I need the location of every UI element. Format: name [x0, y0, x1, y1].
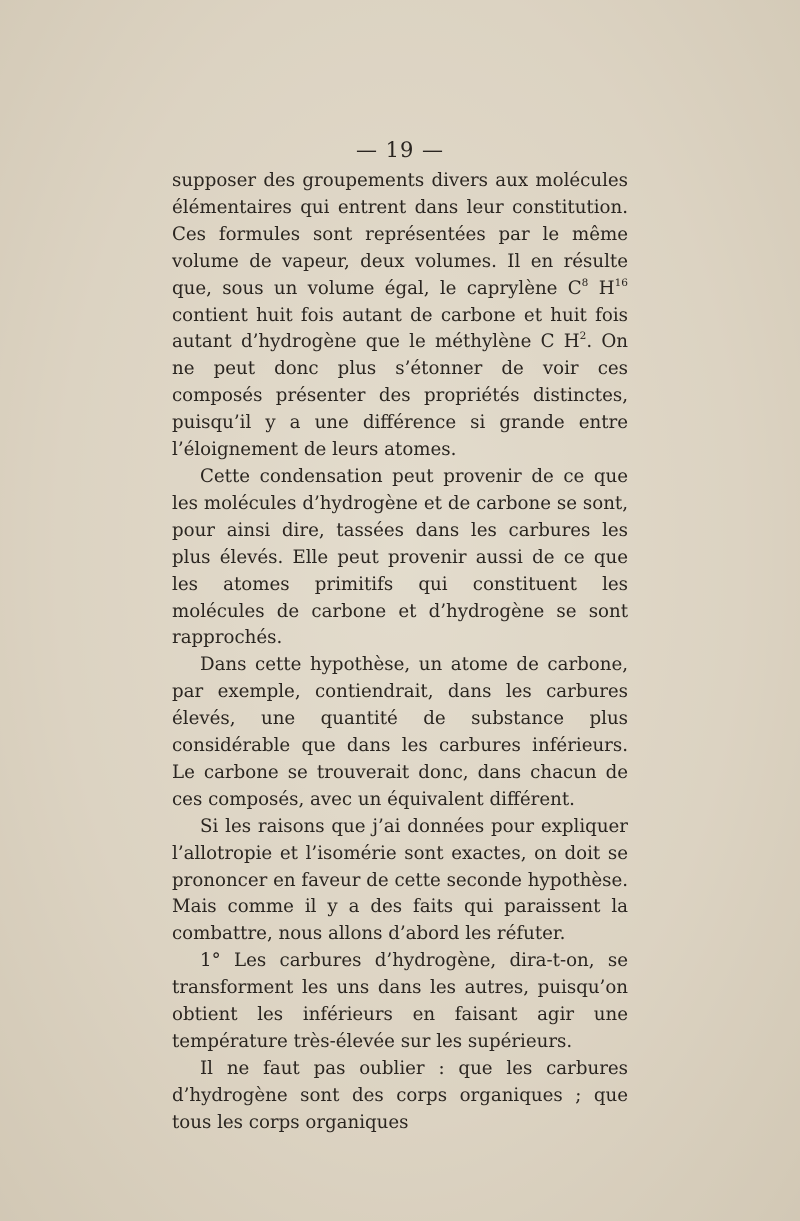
paragraph-text: Si les raisons que j’ai données pour expliquer l’allotropie et l’isomérie sont exactes, on doit se prononcer en faveur de cette seconde hypothèse. Mais comme il y a des faits qui paraissent la combattre, nous allons d’abord les réfuter.: [172, 815, 628, 945]
paragraph-text: Cette condensation peut provenir de ce que les molécules d’hydrogène et de carbone se sont, pour ainsi dire, tassées dans les carbures les plus élevés. Elle peut provenir aussi de ce que les atomes primitifs qui constituent les molécules de carbone et d’hydrogène se sont rapprochés.: [172, 465, 628, 649]
paragraph: [172, 652, 628, 813]
paragraph-text: . On ne peut donc plus s’étonner de voir ces composés présenter des propriétés distinctes, puisqu’il y a une différence si grande entre l’éloignement de leurs atomes.: [172, 331, 629, 461]
paragraph: [172, 464, 628, 652]
paragraph-text: Dans cette hypothèse, un atome de carbone, par exemple, contiendrait, dans les carbures élevés, une quantité de substance plus considérable que dans les carbures inférieurs. Le carbone se trouverait donc, dans chacun de ces composés, avec un équivalent différent.: [172, 654, 628, 810]
paragraph: [172, 814, 628, 949]
body-text: [172, 168, 628, 1137]
superscript: 8: [581, 276, 589, 289]
paragraph-text: supposer des groupements divers aux molécules élémentaires qui entrent dans leur constitution. Ces formules sont représentées par le même volume de vapeur, deux volumes. Il en résulte que, sous un volume égal, le caprylène C: [172, 170, 628, 299]
paragraph-text: H: [588, 277, 615, 299]
paragraph: [172, 948, 628, 1056]
paragraph-text: Il ne faut pas oublier : que les carbures d’hydrogène sont des corps organiques ; que tous les corps organiques: [172, 1057, 628, 1133]
paragraph-text: 1° Les carbures d’hydrogène, dira-t-on, se transforment les uns dans les autres, puisqu’on obtient les inférieurs en faisant agir une température très-élevée sur les supérieurs.: [172, 950, 628, 1052]
paragraph: [172, 168, 628, 464]
paragraph-text: contient huit fois autant de carbone et huit fois autant d’hydrogène que le méthylène C H: [172, 304, 628, 353]
superscript: 2: [579, 330, 587, 343]
paragraph: [172, 1056, 628, 1137]
page-number: — 19 —: [355, 138, 445, 162]
superscript: 16: [614, 276, 628, 289]
